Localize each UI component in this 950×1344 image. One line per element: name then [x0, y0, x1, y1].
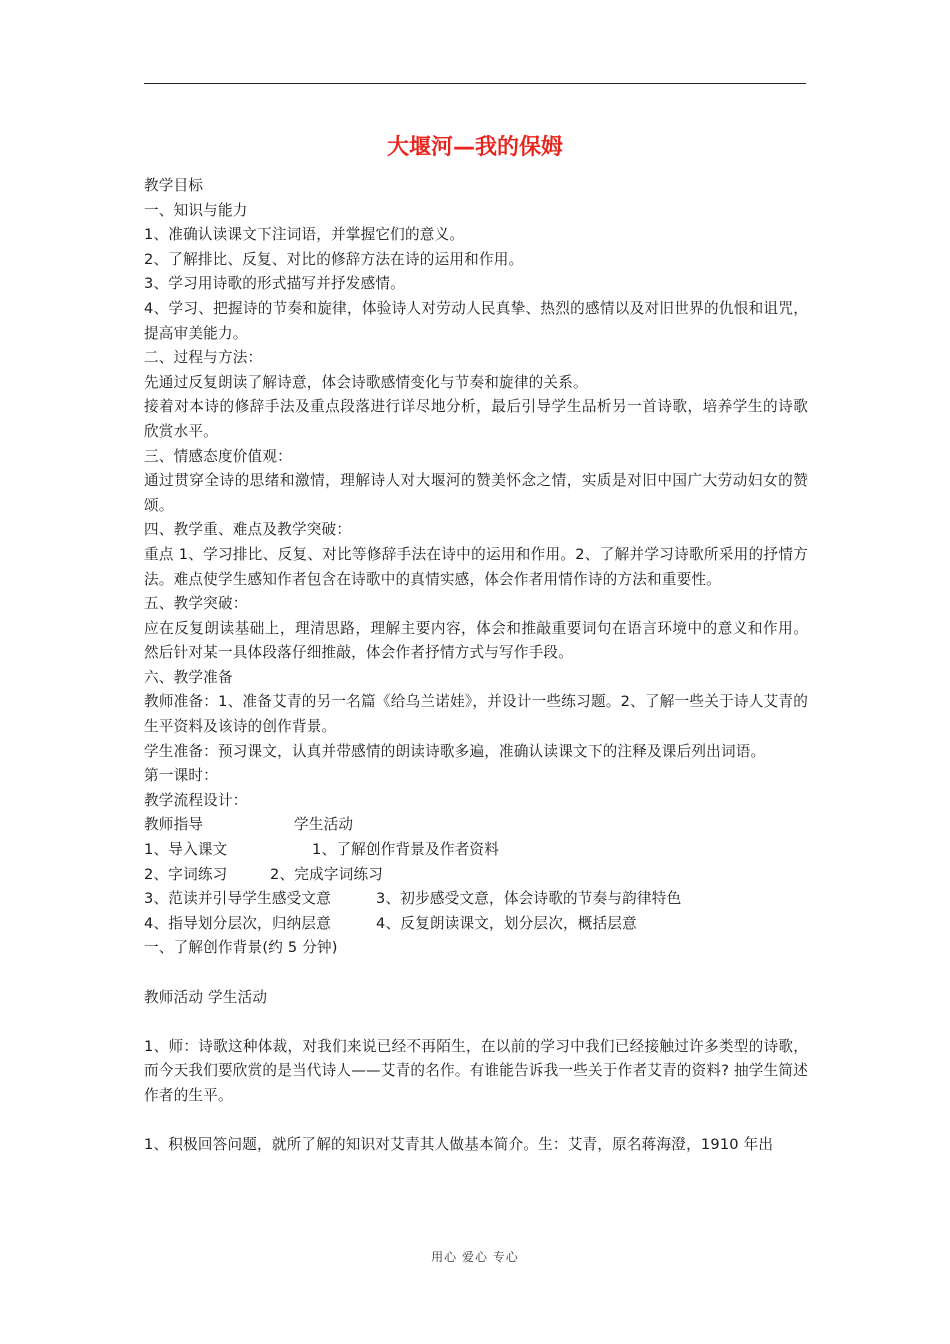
teacher-cell: 3、范读并引导学生感受文意	[144, 890, 332, 908]
text-line: 3、学习用诗歌的形式描写并抒发感情。	[144, 275, 405, 293]
text-line: 四、教学重、难点及教学突破：	[144, 521, 352, 539]
text-line: 教学流程设计：	[144, 791, 248, 809]
flow-table-row	[144, 838, 808, 863]
text-line: 三、情感态度价值观：	[144, 447, 292, 465]
text-line: 先通过反复朗读了解诗意，体会诗歌感情变化与节奏和旋律的关系。	[144, 373, 588, 391]
flow-table-row	[144, 813, 808, 838]
section-heading: 一、了解创作背景(约 5 分钟)	[144, 939, 338, 957]
student-cell: 3、初步感受文意，体会诗歌的节奏与韵律特色	[376, 890, 682, 908]
text-paragraph: 应在反复朗读基础上，理清思路，理解主要内容，体会和推敲重要词句在语言环境中的意义和作用。然后针对某一具体段落仔细推敲，体会作者抒情方式与写作手段。	[144, 619, 808, 662]
flow-table-row	[144, 863, 808, 888]
teacher-cell: 1、导入课文	[144, 841, 228, 859]
teacher-cell: 4、指导划分层次，归纳层意	[144, 914, 332, 932]
header-rule	[144, 83, 806, 84]
text-paragraph: 4、学习、把握诗的节奏和旋律，体验诗人对劳动人民真挚、热烈的感情以及对旧世界的仇恨和诅咒，提高审美能力。	[144, 299, 808, 342]
student-cell: 4、反复朗读课文，划分层次，概括层意	[376, 914, 637, 932]
text-line: 五、教学突破：	[144, 595, 248, 613]
text-paragraph: 教师准备：1、准备艾青的另一名篇《给乌兰诺娃》，并设计一些练习题。2、了解一些关于诗人艾青的生平资料及该诗的创作背景。	[144, 693, 808, 736]
flow-table-row	[144, 912, 808, 937]
text-line: 1、准确认读课文下注词语，并掌握它们的意义。	[144, 226, 465, 244]
teacher-paragraph: 1、师：诗歌这种体裁，对我们来说已经不再陌生，在以前的学习中我们已经接触过许多类型的诗歌，而今天我们要欣赏的是当代诗人——艾青的名作。有谁能告诉我一些关于作者艾青的资料? 抽学生简述作者的生平。	[144, 1037, 808, 1104]
page-footer: 用心 爱心 专心	[431, 1250, 519, 1264]
text-paragraph: 学生准备：预习课文，认真并带感情的朗读诗歌多遍，准确认读课文下的注释及课后列出词语。	[144, 742, 766, 760]
student-paragraph: 1、积极回答问题，就所了解的知识对艾青其人做基本简介。生：艾青，原名蒋海澄，1910 年出	[144, 1136, 774, 1154]
flow-table-row	[144, 887, 808, 912]
text-line: 2、了解排比、反复、对比的修辞方法在诗的运用和作用。	[144, 250, 524, 268]
text-paragraph: 重点 1、学习排比、反复、对比等修辞手法在诗中的运用和作用。2、了解并学习诗歌所采用的抒情方法。难点使学生感知作者包含在诗歌中的真情实感，体会作者用情作诗的方法和重要性。	[144, 545, 808, 588]
student-cell: 学生活动	[294, 816, 354, 834]
student-cell: 2、完成字词练习	[270, 865, 384, 883]
document-title: 大堰河—我的保姆	[386, 135, 563, 160]
activity-header: 教师活动 学生活动	[144, 988, 268, 1006]
text-paragraph: 通过贯穿全诗的思绪和激情，理解诗人对大堰河的赞美怀念之情，实质是对旧中国广大劳动妇女的赞颂。	[144, 472, 808, 514]
text-paragraph: 接着对本诗的修辞手法及重点段落进行详尽地分析，最后引导学生品析另一首诗歌，培养学生的诗歌欣赏水平。	[144, 398, 808, 440]
text-line: 教学目标	[144, 177, 204, 194]
text-line: 第一课时：	[144, 767, 218, 785]
text-line: 二、过程与方法：	[144, 349, 263, 367]
student-cell: 1、了解创作背景及作者资料	[312, 841, 500, 859]
teacher-cell: 2、字词练习	[144, 865, 228, 883]
document-body	[144, 174, 808, 1158]
teacher-cell: 教师指导	[144, 816, 204, 834]
text-line: 一、知识与能力	[144, 201, 248, 219]
text-line: 六、教学准备	[144, 668, 233, 686]
